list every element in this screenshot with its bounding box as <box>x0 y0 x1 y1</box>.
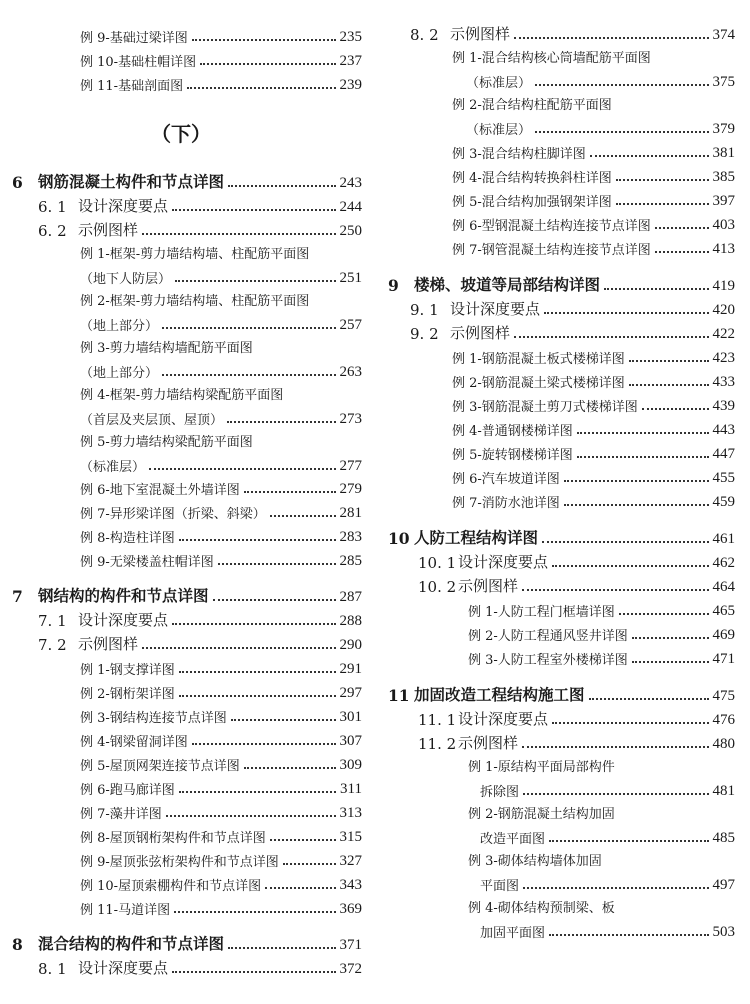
toc-page-number: 285 <box>339 553 362 569</box>
dot-leader <box>616 203 709 205</box>
dot-leader <box>213 599 336 601</box>
toc-page-number: 403 <box>712 217 735 233</box>
dot-leader <box>187 87 335 89</box>
toc-entry-number: 11 <box>388 686 410 705</box>
toc-chapter-row[interactable] <box>388 524 735 548</box>
toc-example-row[interactable] <box>80 522 362 546</box>
toc-entry-title: 例 4-混合结构转换斜柱详图 <box>452 171 612 186</box>
toc-entry-title: 例 8-构造柱详图 <box>80 531 175 546</box>
dot-leader <box>549 840 708 842</box>
dot-leader <box>604 288 708 290</box>
toc-page-number: 237 <box>339 53 362 69</box>
toc-entry-title: 例 2-钢筋混凝土梁式楼梯详图 <box>452 376 625 391</box>
dot-leader <box>523 793 708 795</box>
toc-entry-title: 平面图 <box>480 879 520 894</box>
toc-entry-number: 10 <box>388 529 410 548</box>
toc-entry-title: 示例图样 <box>78 221 139 239</box>
toc-entry-number: 10. 2 <box>418 578 457 596</box>
toc-entry-title: 例 1-原结构平面局部构件 <box>468 760 615 775</box>
toc-entry-title: 例 5-剪力墙结构梁配筋平面图 <box>80 435 253 450</box>
toc-entry-title: 例 6-型钢混凝土结构连接节点详图 <box>452 219 651 234</box>
toc-page-number: 281 <box>339 505 362 521</box>
dot-leader <box>200 63 335 65</box>
toc-cont-row[interactable] <box>80 263 362 287</box>
toc-entry-title: 示例图样 <box>450 25 511 43</box>
dot-leader <box>549 934 708 936</box>
toc-entry-title: 例 4-普通钢楼梯详图 <box>452 424 573 439</box>
toc-entry-title: 例 1-框架-剪力墙结构墙、柱配筋平面图 <box>80 247 310 262</box>
toc-example-row[interactable] <box>80 774 362 798</box>
toc-page-number: 413 <box>712 241 735 257</box>
toc-page-number: 423 <box>712 350 735 366</box>
dot-leader <box>227 421 335 423</box>
toc-chapter-row[interactable] <box>388 681 735 705</box>
toc-chapter-row[interactable] <box>12 930 362 954</box>
toc-page-number: 443 <box>712 422 735 438</box>
toc-entry-title: （地上部分） <box>80 366 159 381</box>
dot-leader <box>590 155 709 157</box>
dot-leader <box>162 374 335 376</box>
toc-section-row[interactable] <box>38 192 362 216</box>
toc-entry-title: 楼梯、坡道等局部结构详图 <box>414 275 601 294</box>
toc-entry-number: 8. 1 <box>38 960 67 978</box>
toc-chapter-row[interactable] <box>12 582 362 606</box>
toc-entry-title: 例 4-框架-剪力墙结构梁配筋平面图 <box>80 388 284 403</box>
toc-page-number: 475 <box>712 688 735 704</box>
toc-example-row[interactable] <box>80 285 362 309</box>
toc-page-number: 369 <box>339 901 362 917</box>
toc-entry-title: 设计深度要点 <box>78 197 169 215</box>
dot-leader <box>523 887 708 889</box>
toc-entry-title: 例 2-人防工程通风竖井详图 <box>468 629 628 644</box>
toc-example-row[interactable] <box>80 678 362 702</box>
toc-entry-title: 设计深度要点 <box>458 553 549 571</box>
toc-page-number: 464 <box>712 579 735 595</box>
dot-leader <box>535 131 708 133</box>
toc-entry-number: 11. 1 <box>418 711 457 729</box>
dot-leader <box>172 623 335 625</box>
toc-entry-title: 例 1-钢筋混凝土板式楼梯详图 <box>452 352 625 367</box>
dot-leader <box>149 468 335 470</box>
dot-leader <box>179 671 336 673</box>
toc-example-row[interactable] <box>80 654 362 678</box>
toc-entry-title: 例 2-混合结构柱配筋平面图 <box>452 98 612 113</box>
dot-leader <box>632 637 709 639</box>
toc-entry-title: （地上部分） <box>80 319 159 334</box>
toc-page-number: 288 <box>339 613 362 629</box>
toc-example-row[interactable] <box>80 238 362 262</box>
toc-page-number: 481 <box>712 783 735 799</box>
toc-section-row[interactable] <box>38 216 362 240</box>
toc-example-row[interactable] <box>80 498 362 522</box>
dot-leader <box>228 947 335 949</box>
toc-example-row[interactable] <box>80 474 362 498</box>
toc-entry-title: 例 5-旋转钢楼梯详图 <box>452 448 573 463</box>
toc-entry-title: 例 3-钢筋混凝土剪刀式楼梯详图 <box>452 400 638 415</box>
toc-page-number: 371 <box>339 937 362 953</box>
toc-example-row[interactable] <box>80 702 362 726</box>
toc-page-number: 385 <box>712 169 735 185</box>
volume-heading: （下） <box>151 122 211 146</box>
toc-example-row[interactable] <box>80 426 362 450</box>
toc-page-number: 419 <box>712 278 735 294</box>
toc-example-row[interactable] <box>80 846 362 870</box>
toc-example-row[interactable] <box>80 379 362 403</box>
dot-leader <box>283 863 336 865</box>
toc-example-row[interactable] <box>452 186 735 210</box>
toc-example-row[interactable] <box>80 822 362 846</box>
dot-leader <box>642 408 709 410</box>
toc-page-number: 277 <box>339 458 362 474</box>
toc-example-row[interactable] <box>80 46 362 70</box>
toc-cont-row[interactable] <box>480 870 735 894</box>
dot-leader <box>552 722 708 724</box>
toc-entry-title: 例 3-钢结构连接节点详图 <box>80 711 227 726</box>
dot-leader <box>552 565 708 567</box>
toc-entry-title: 例 7-消防水池详图 <box>452 496 560 511</box>
toc-page-number: 243 <box>339 175 362 191</box>
toc-section-row[interactable] <box>418 548 735 572</box>
toc-page-number: 313 <box>339 805 362 821</box>
toc-page-number: 379 <box>712 121 735 137</box>
toc-entry-title: （标准层） <box>466 76 532 91</box>
toc-page-number: 447 <box>712 446 735 462</box>
toc-page-number: 433 <box>712 374 735 390</box>
toc-example-row[interactable] <box>80 870 362 894</box>
toc-cont-row[interactable] <box>480 917 735 941</box>
toc-example-row[interactable] <box>468 892 735 916</box>
toc-page-number: 235 <box>339 29 362 45</box>
toc-page-number: 297 <box>339 685 362 701</box>
toc-entry-title: 例 2-钢筋混凝土结构加固 <box>468 807 615 822</box>
dot-leader <box>270 515 336 517</box>
toc-entry-number: 6 <box>12 173 23 192</box>
dot-leader <box>142 647 335 649</box>
toc-example-row[interactable] <box>80 70 362 94</box>
toc-entry-number: 7 <box>12 587 23 606</box>
toc-cont-row[interactable] <box>480 823 735 847</box>
toc-example-row[interactable] <box>452 343 735 367</box>
toc-entry-title: 例 9-屋顶张弦桁架构件和节点详图 <box>80 855 279 870</box>
toc-entry-title: 例 9-基础过梁详图 <box>80 31 188 46</box>
toc-entry-title: （地下人防层） <box>80 272 172 287</box>
toc-example-row[interactable] <box>452 89 735 113</box>
toc-example-row[interactable] <box>468 751 735 775</box>
dot-leader <box>244 491 336 493</box>
toc-example-row[interactable] <box>80 894 362 918</box>
toc-example-row[interactable] <box>80 726 362 750</box>
toc-page-number: 311 <box>340 781 362 797</box>
toc-entry-number: 9. 1 <box>410 301 439 319</box>
dot-leader <box>218 563 336 565</box>
toc-entry-title: 钢筋混凝土构件和节点详图 <box>38 172 225 191</box>
toc-example-row[interactable] <box>80 798 362 822</box>
dot-leader <box>655 251 709 253</box>
dot-leader <box>616 179 709 181</box>
toc-entry-title: （首层及夹层顶、屋顶） <box>80 413 224 428</box>
toc-entry-title: 例 3-人防工程室外楼梯详图 <box>468 653 628 668</box>
toc-section-row[interactable] <box>38 606 362 630</box>
dot-leader <box>172 209 335 211</box>
toc-entry-title: 例 2-钢桁架详图 <box>80 687 175 702</box>
toc-entry-title: 例 3-砌体结构墙体加固 <box>468 854 602 869</box>
toc-page-number: 374 <box>712 27 735 43</box>
toc-entry-number: 11. 2 <box>418 735 457 753</box>
toc-entry-number: 7. 1 <box>38 612 67 630</box>
toc-page-number: 461 <box>712 531 735 547</box>
toc-example-row[interactable] <box>80 332 362 356</box>
dot-leader <box>522 589 708 591</box>
dot-leader <box>174 911 335 913</box>
toc-page-number: 372 <box>339 961 362 977</box>
toc-entry-title: 例 10-屋顶索棚构件和节点详图 <box>80 879 262 894</box>
toc-entry-number: 7. 2 <box>38 636 67 654</box>
toc-entry-title: 例 6-地下室混凝土外墙详图 <box>80 483 240 498</box>
toc-page-number: 465 <box>712 603 735 619</box>
dot-leader <box>172 971 335 973</box>
toc-page-number: 480 <box>712 736 735 752</box>
dot-leader <box>522 746 708 748</box>
toc-entry-title: 例 11-基础剖面图 <box>80 79 184 94</box>
toc-example-row[interactable] <box>452 367 735 391</box>
toc-entry-number: 8. 2 <box>410 26 439 44</box>
toc-entry-title: 例 5-屋顶网架连接节点详图 <box>80 759 240 774</box>
toc-example-row[interactable] <box>452 391 735 415</box>
toc-example-row[interactable] <box>452 138 735 162</box>
toc-example-row[interactable] <box>468 845 735 869</box>
toc-entry-title: 加固平面图 <box>480 926 546 941</box>
toc-cont-row[interactable] <box>80 451 362 475</box>
dot-leader <box>142 233 335 235</box>
toc-entry-title: 例 3-剪力墙结构墙配筋平面图 <box>80 341 253 356</box>
toc-entry-title: 例 1-钢支撑详图 <box>80 663 175 678</box>
dot-leader <box>629 360 709 362</box>
toc-entry-title: 例 10-基础柱帽详图 <box>80 55 197 70</box>
toc-page-number: 279 <box>339 481 362 497</box>
dot-leader <box>577 456 709 458</box>
toc-entry-title: 设计深度要点 <box>458 710 549 728</box>
toc-chapter-row[interactable] <box>12 168 362 192</box>
toc-page-number: 439 <box>712 398 735 414</box>
toc-entry-title: 设计深度要点 <box>450 300 541 318</box>
toc-entry-title: 例 8-屋顶钢桁架构件和节点详图 <box>80 831 266 846</box>
toc-page-number: 315 <box>339 829 362 845</box>
toc-page-number: 257 <box>339 317 362 333</box>
toc-column-right <box>388 0 735 1004</box>
toc-page-number: 503 <box>712 924 735 940</box>
toc-entry-title: 示例图样 <box>450 324 511 342</box>
toc-entry-title: 例 6-跑马廊详图 <box>80 783 175 798</box>
toc-page-number: 273 <box>339 411 362 427</box>
toc-entry-title: 例 9-无梁楼盖柱帽详图 <box>80 555 214 570</box>
toc-entry-number: 10. 1 <box>418 554 457 572</box>
toc-section-row[interactable] <box>418 705 735 729</box>
toc-cont-row[interactable] <box>466 67 735 91</box>
toc-example-row[interactable] <box>80 22 362 46</box>
toc-entry-title: 例 11-马道详图 <box>80 903 171 918</box>
toc-cont-row[interactable] <box>80 310 362 334</box>
toc-example-row[interactable] <box>452 210 735 234</box>
dot-leader <box>535 84 708 86</box>
toc-section-row[interactable] <box>38 630 362 654</box>
toc-cont-row[interactable] <box>80 404 362 428</box>
toc-example-row[interactable] <box>452 439 735 463</box>
toc-entry-number: 6. 1 <box>38 198 67 216</box>
dot-leader <box>162 327 335 329</box>
toc-entry-title: 例 4-砌体结构预制梁、板 <box>468 901 615 916</box>
toc-example-row[interactable] <box>452 487 735 511</box>
toc-page-number: 309 <box>339 757 362 773</box>
toc-cont-row[interactable] <box>466 114 735 138</box>
dot-leader <box>192 39 336 41</box>
toc-page-number: 327 <box>339 853 362 869</box>
dot-leader <box>270 839 336 841</box>
toc-entry-title: 人防工程结构详图 <box>414 528 539 547</box>
toc-page-number: 287 <box>339 589 362 605</box>
dot-leader <box>179 539 336 541</box>
toc-page-number: 485 <box>712 830 735 846</box>
toc-example-row[interactable] <box>468 620 735 644</box>
toc-cont-row[interactable] <box>80 357 362 381</box>
toc-section-row[interactable] <box>410 20 735 44</box>
toc-page-number: 239 <box>339 77 362 93</box>
toc-section-row[interactable] <box>410 319 735 343</box>
toc-page-number: 244 <box>339 199 362 215</box>
toc-entry-title: 例 2-框架-剪力墙结构墙、柱配筋平面图 <box>80 294 310 309</box>
toc-entry-title: （标准层） <box>466 123 532 138</box>
toc-section-row[interactable] <box>418 572 735 596</box>
toc-example-row[interactable] <box>452 234 735 258</box>
toc-page-number: 459 <box>712 494 735 510</box>
toc-example-row[interactable] <box>452 463 735 487</box>
toc-page-number: 462 <box>712 555 735 571</box>
toc-example-row[interactable] <box>468 798 735 822</box>
toc-page-number: 250 <box>339 223 362 239</box>
dot-leader <box>166 815 336 817</box>
toc-entry-number: 9 <box>388 276 399 295</box>
toc-page-number: 397 <box>712 193 735 209</box>
toc-entry-title: 示例图样 <box>458 577 519 595</box>
dot-leader <box>265 887 335 889</box>
toc-example-row[interactable] <box>452 415 735 439</box>
toc-entry-title: 设计深度要点 <box>78 611 169 629</box>
toc-entry-title: 例 7-异形梁详图（折梁、斜梁） <box>80 507 266 522</box>
dot-leader <box>175 280 335 282</box>
toc-page-number: 476 <box>712 712 735 728</box>
dot-leader <box>179 695 336 697</box>
toc-section-row[interactable] <box>38 954 362 978</box>
toc-page-number: 375 <box>712 74 735 90</box>
toc-entry-title: （标准层） <box>80 460 146 475</box>
toc-column-left <box>0 0 362 1004</box>
toc-entry-title: 例 7-钢管混凝土结构连接节点详图 <box>452 243 651 258</box>
toc-section-row[interactable] <box>410 295 735 319</box>
dot-leader <box>231 719 336 721</box>
dot-leader <box>629 384 709 386</box>
dot-leader <box>192 743 336 745</box>
toc-entry-title: 钢结构的构件和节点详图 <box>38 586 209 605</box>
dot-leader <box>655 227 709 229</box>
dot-leader <box>619 613 709 615</box>
toc-page-number: 307 <box>339 733 362 749</box>
toc-entry-title: 例 5-混合结构加强钢架详图 <box>452 195 612 210</box>
toc-entry-title: 改造平面图 <box>480 832 546 847</box>
dot-leader <box>244 767 336 769</box>
toc-entry-title: 例 6-汽车坡道详图 <box>452 472 560 487</box>
dot-leader <box>514 37 708 39</box>
toc-example-row[interactable] <box>80 546 362 570</box>
toc-entry-number: 9. 2 <box>410 325 439 343</box>
toc-page-number: 455 <box>712 470 735 486</box>
dot-leader <box>514 336 708 338</box>
toc-entry-title: 例 4-钢梁留洞详图 <box>80 735 188 750</box>
toc-entry-title: 例 1-混合结构核心筒墙配筋平面图 <box>452 51 651 66</box>
toc-page-number: 469 <box>712 627 735 643</box>
toc-entry-title: 示例图样 <box>78 635 139 653</box>
toc-page-number: 420 <box>712 302 735 318</box>
toc-example-row[interactable] <box>468 596 735 620</box>
toc-section-row[interactable] <box>418 729 735 753</box>
toc-page-number: 283 <box>339 529 362 545</box>
toc-entry-number: 8 <box>12 935 23 954</box>
toc-entry-title: 混合结构的构件和节点详图 <box>38 934 225 953</box>
toc-page-number: 263 <box>339 364 362 380</box>
toc-page-number: 422 <box>712 326 735 342</box>
dot-leader <box>564 480 709 482</box>
toc-entry-title: 例 7-藻井详图 <box>80 807 162 822</box>
toc-page-number: 381 <box>712 145 735 161</box>
toc-example-row[interactable] <box>80 750 362 774</box>
toc-page-number: 497 <box>712 877 735 893</box>
toc-example-row[interactable] <box>452 162 735 186</box>
dot-leader <box>589 698 709 700</box>
toc-entry-title: 例 1-人防工程门框墙详图 <box>468 605 615 620</box>
toc-page-number: 290 <box>339 637 362 653</box>
dot-leader <box>577 432 709 434</box>
toc-page-number: 343 <box>339 877 362 893</box>
toc-page-number: 301 <box>339 709 362 725</box>
toc-page-number: 471 <box>712 651 735 667</box>
toc-cont-row[interactable] <box>480 776 735 800</box>
toc-example-row[interactable] <box>452 42 735 66</box>
toc-entry-number: 6. 2 <box>38 222 67 240</box>
dot-leader <box>544 312 708 314</box>
toc-entry-title: 设计深度要点 <box>78 959 169 977</box>
dot-leader <box>228 185 335 187</box>
toc-entry-title: 示例图样 <box>458 734 519 752</box>
toc-entry-title: 拆除图 <box>480 785 520 800</box>
dot-leader <box>179 791 336 793</box>
toc-example-row[interactable] <box>468 644 735 668</box>
toc-entry-title: 例 3-混合结构柱脚详图 <box>452 147 586 162</box>
toc-chapter-row[interactable] <box>388 271 735 295</box>
dot-leader <box>564 504 709 506</box>
dot-leader <box>542 541 708 543</box>
toc-entry-title: 加固改造工程结构施工图 <box>414 685 585 704</box>
toc-page-number: 291 <box>339 661 362 677</box>
dot-leader <box>632 661 709 663</box>
toc-page-number: 251 <box>339 270 362 286</box>
